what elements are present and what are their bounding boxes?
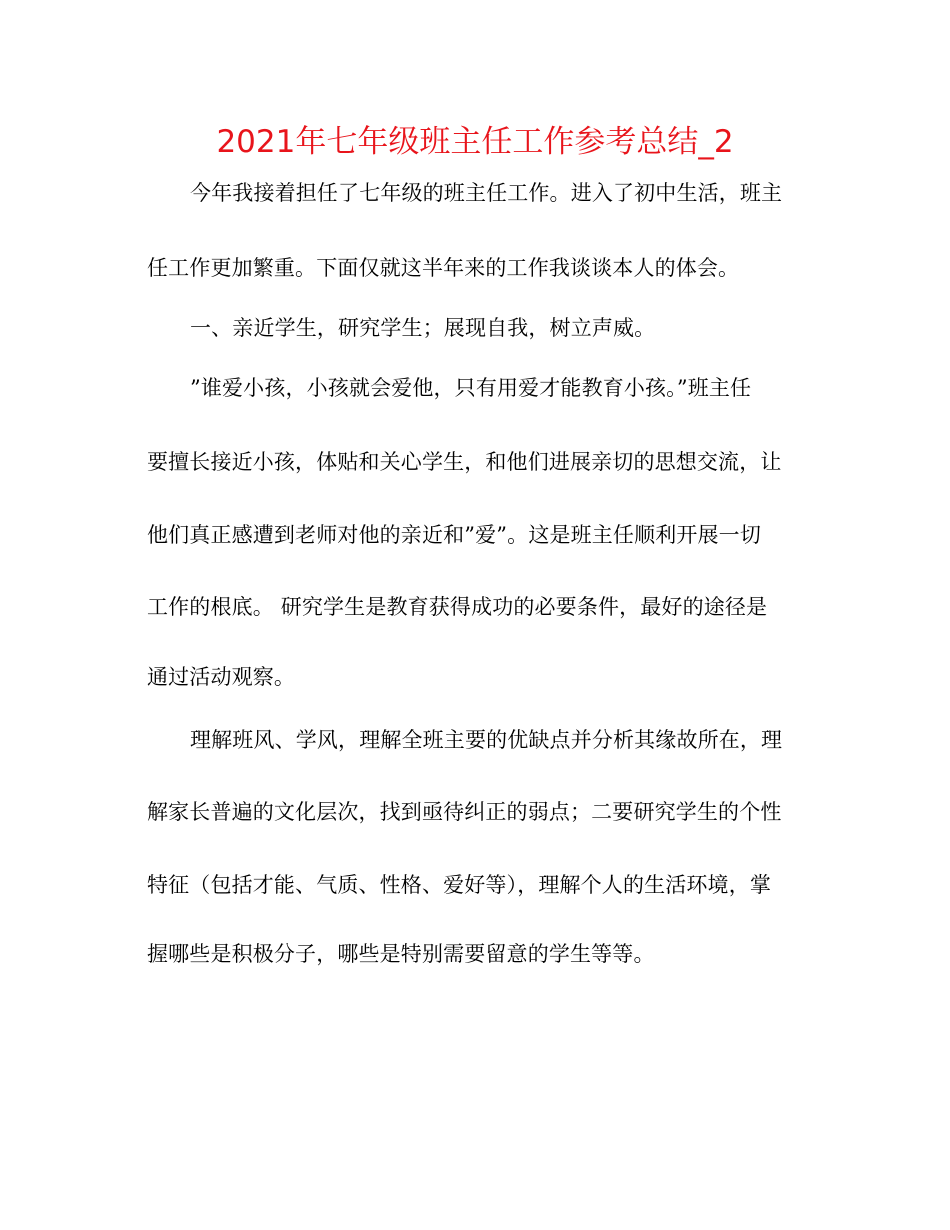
paragraph-line: 理解班风、学风，理解全班主要的优缺点并分析其缘故所在，理 xyxy=(190,728,783,752)
paragraph-line: 他们真正感遭到老师对他的亲近和”爱”。这是班主任顺利开展一切 xyxy=(147,523,761,547)
paragraph-line: 通过活动观察。 xyxy=(147,665,296,689)
paragraph-line: 今年我接着担任了七年级的班主任工作。进入了初中生活，班主 xyxy=(190,181,783,205)
document-title: 2021年七年级班主任工作参考总结_2 xyxy=(216,124,734,160)
paragraph-line: 工作的根底。 研究学生是教育获得成功的必要条件，最好的途径是 xyxy=(147,595,768,619)
paragraph-line: ”谁爱小孩，小孩就会爱他，只有用爱才能教育小孩。”班主任 xyxy=(190,376,752,400)
section-heading: 一、亲近学生，研究学生；展现自我，树立声威。 xyxy=(190,316,656,340)
paragraph-line: 握哪些是积极分子，哪些是特别需要留意的学生等等。 xyxy=(147,942,655,966)
paragraph-line: 任工作更加繁重。下面仅就这半年来的工作我谈谈本人的体会。 xyxy=(147,256,740,280)
paragraph-line: 解家长普遍的文化层次，找到亟待纠正的弱点；二要研究学生的个性 xyxy=(147,800,782,824)
paragraph-line: 特征（包括才能、气质、性格、爱好等），理解个人的生活环境，掌 xyxy=(147,873,771,897)
paragraph-line: 要擅长接近小孩，体贴和关心学生，和他们进展亲切的思想交流，让 xyxy=(147,450,782,474)
